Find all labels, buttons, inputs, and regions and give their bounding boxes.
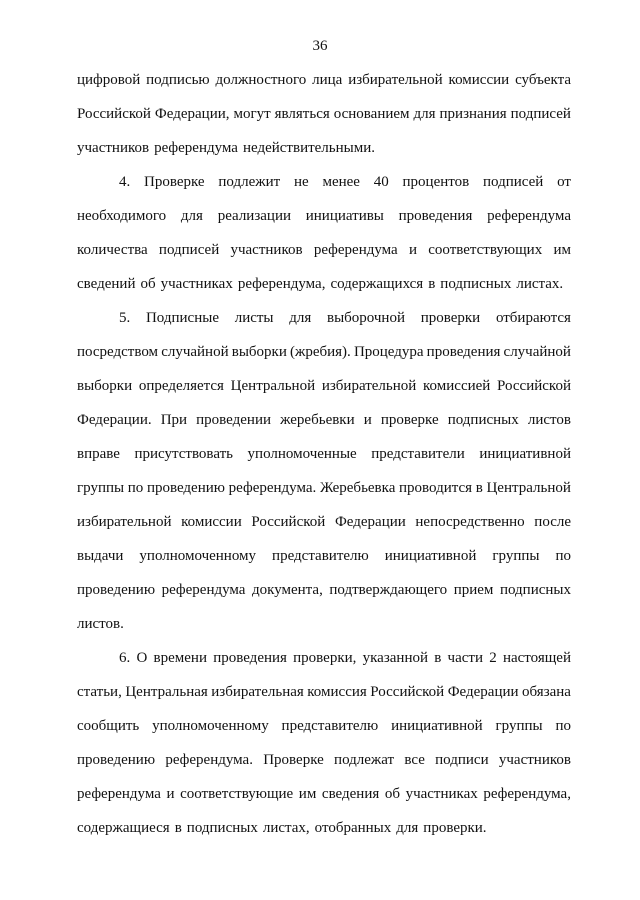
word: указанной: [362, 650, 429, 666]
word: должностного: [215, 72, 307, 88]
word: для: [289, 310, 312, 326]
word: Проверке: [144, 174, 205, 190]
text-line: [77, 716, 571, 736]
word: При: [160, 412, 188, 428]
word: являться: [274, 106, 330, 122]
word: Жеребьевка: [319, 480, 396, 496]
word: недействительными.: [242, 140, 376, 156]
word: и: [408, 242, 417, 258]
word: Российской: [251, 514, 326, 530]
word: листы: [234, 310, 274, 326]
word: проведению: [77, 752, 156, 768]
word: Российской: [497, 378, 571, 394]
word: им: [298, 786, 317, 802]
word: по: [555, 548, 571, 564]
word: для: [396, 820, 419, 836]
word: 4.: [119, 174, 131, 190]
word: сведения: [321, 786, 380, 802]
word: в: [428, 276, 436, 292]
word: выдачи: [77, 548, 124, 564]
word: референдума: [313, 242, 398, 258]
word: подписи: [435, 752, 489, 768]
word: участниках: [405, 786, 478, 802]
text-line: [77, 478, 571, 498]
word: комиссия: [307, 684, 367, 700]
word: признания: [439, 106, 507, 122]
word: присутствовать: [134, 446, 233, 462]
word: после: [534, 514, 571, 530]
word: проведения: [426, 344, 501, 360]
word: избирательная: [211, 684, 304, 700]
word: основанием: [333, 106, 410, 122]
word: избирательной: [321, 378, 417, 394]
word: процентов: [402, 174, 470, 190]
text-line: [77, 138, 571, 158]
word: инициативной: [391, 718, 483, 734]
word: соответствующих: [428, 242, 543, 258]
word: Центральной: [230, 378, 316, 394]
word: проведения: [398, 208, 473, 224]
word: подписей: [158, 242, 220, 258]
text-line: [77, 342, 571, 362]
word: комиссией: [423, 378, 491, 394]
word: проверки.: [423, 820, 487, 836]
word: проверки: [420, 310, 481, 326]
word: Проверке: [263, 752, 324, 768]
word: инициативной: [384, 548, 477, 564]
word: об: [140, 276, 156, 292]
word: подлежит: [218, 174, 281, 190]
word: 6.: [119, 650, 131, 666]
word: избирательной: [77, 514, 172, 530]
text-line: [77, 750, 571, 770]
word: листов: [527, 412, 571, 428]
text-line: [77, 240, 571, 260]
word: времени: [153, 650, 207, 666]
page-number: 36: [312, 38, 328, 54]
word: представителю: [272, 548, 369, 564]
word: менее: [322, 174, 360, 190]
word: субъекта: [515, 72, 571, 88]
text-line: [77, 376, 571, 396]
word: в: [174, 820, 182, 836]
word: Федерации.: [77, 412, 152, 428]
word: участников: [230, 242, 303, 258]
word: подписных: [499, 582, 571, 598]
word: референдума.: [228, 480, 317, 496]
word: от: [557, 174, 571, 190]
text-line: [119, 308, 571, 328]
text-line: [77, 206, 571, 226]
word: группы: [492, 548, 540, 564]
word: референдума: [487, 208, 571, 224]
word: об: [384, 786, 400, 802]
word: посредством: [77, 344, 159, 360]
word: по: [127, 480, 144, 496]
text-line: [77, 614, 571, 634]
word: жеребьевки: [280, 412, 355, 428]
word: Процедура: [353, 344, 424, 360]
word: группы: [495, 718, 543, 734]
word: Федерации: [334, 514, 406, 530]
word: сведений: [77, 276, 136, 292]
word: проведении: [196, 412, 272, 428]
word: группы: [77, 480, 125, 496]
word: количества: [77, 242, 148, 258]
text-line: [119, 172, 571, 192]
word: референдума: [77, 786, 161, 802]
word: листах,: [262, 820, 310, 836]
word: комиссии: [448, 72, 510, 88]
word: в: [434, 650, 442, 666]
word: Центральной: [486, 480, 571, 496]
word: референдума: [161, 582, 246, 598]
word: выборочной: [326, 310, 405, 326]
word: выборки: [77, 378, 133, 394]
word: выборки: [231, 344, 287, 360]
word: Центральная: [125, 684, 208, 700]
word: О: [136, 650, 148, 666]
word: проведению: [77, 582, 156, 598]
word: подписных: [447, 412, 519, 428]
word: проведению: [146, 480, 225, 496]
text-line: [77, 580, 571, 600]
word: референдума,: [237, 276, 326, 292]
word: содержащиеся: [77, 820, 170, 836]
word: референдума: [154, 140, 238, 156]
word: Подписные: [145, 310, 219, 326]
word: обязана: [522, 684, 571, 700]
word: могут: [233, 106, 271, 122]
word: случайной: [161, 344, 229, 360]
word: для: [413, 106, 436, 122]
word: сообщить: [77, 718, 140, 734]
word: соответствующие: [180, 786, 294, 802]
word: Федерации,: [154, 106, 230, 122]
word: им: [553, 242, 571, 258]
word: инициативы: [305, 208, 384, 224]
word: не: [293, 174, 309, 190]
word: избирательной: [348, 72, 443, 88]
text-line: [77, 104, 571, 124]
word: и: [166, 786, 175, 802]
word: подлежат: [334, 752, 395, 768]
word: лица: [312, 72, 343, 88]
word: для: [180, 208, 203, 224]
word: подписных: [440, 276, 512, 292]
word: листах.: [516, 276, 564, 292]
text-line: [77, 818, 571, 838]
word: проверки,: [293, 650, 357, 666]
word: отобранных: [314, 820, 392, 836]
word: подписью: [146, 72, 210, 88]
word: участников: [77, 140, 150, 156]
word: необходимого: [77, 208, 167, 224]
word: прием: [453, 582, 494, 598]
word: уполномоченному: [139, 548, 257, 564]
word: уполномоченные: [247, 446, 357, 462]
word: 2: [489, 650, 497, 666]
word: вправе: [77, 446, 120, 462]
word: по: [555, 718, 571, 734]
word: проверке: [380, 412, 439, 428]
word: уполномоченному: [152, 718, 269, 734]
word: содержащихся: [330, 276, 424, 292]
word: Российской: [370, 684, 445, 700]
word: представителю: [281, 718, 379, 734]
word: представители: [371, 446, 465, 462]
text-line: [77, 444, 571, 464]
text-line: [77, 512, 571, 532]
word: случайной: [503, 344, 571, 360]
word: участниках: [160, 276, 233, 292]
word: подписных: [186, 820, 258, 836]
word: Российской: [77, 106, 151, 122]
word: настоящей: [502, 650, 571, 666]
word: непосредственно: [415, 514, 525, 530]
word: участников: [498, 752, 571, 768]
word: цифровой: [77, 72, 141, 88]
word: и: [363, 412, 372, 428]
text-line: [77, 682, 571, 702]
text-line: [77, 410, 571, 430]
text-line: [77, 70, 571, 90]
word: подписей: [482, 174, 544, 190]
word: все: [404, 752, 425, 768]
word: подписей: [510, 106, 571, 122]
word: Федерации: [447, 684, 519, 700]
word: 40: [373, 174, 389, 190]
word: документа,: [252, 582, 323, 598]
word: определяется: [138, 378, 224, 394]
word: референдума.: [165, 752, 253, 768]
word: инициативной: [479, 446, 571, 462]
word: подтверждающего: [329, 582, 448, 598]
word: 5.: [119, 310, 131, 326]
word: (жребия).: [289, 344, 351, 360]
word: проведения: [213, 650, 287, 666]
word: статьи,: [77, 684, 122, 700]
text-line: [77, 784, 571, 804]
text-line: [119, 648, 571, 668]
text-line: [77, 274, 571, 294]
word: в: [475, 480, 483, 496]
word: листов.: [77, 616, 124, 632]
word: отбираются: [495, 310, 571, 326]
word: комиссии: [181, 514, 242, 530]
word: референдума,: [483, 786, 571, 802]
word: реализации: [217, 208, 291, 224]
text-line: [77, 546, 571, 566]
word: проводится: [399, 480, 473, 496]
word: части: [447, 650, 483, 666]
